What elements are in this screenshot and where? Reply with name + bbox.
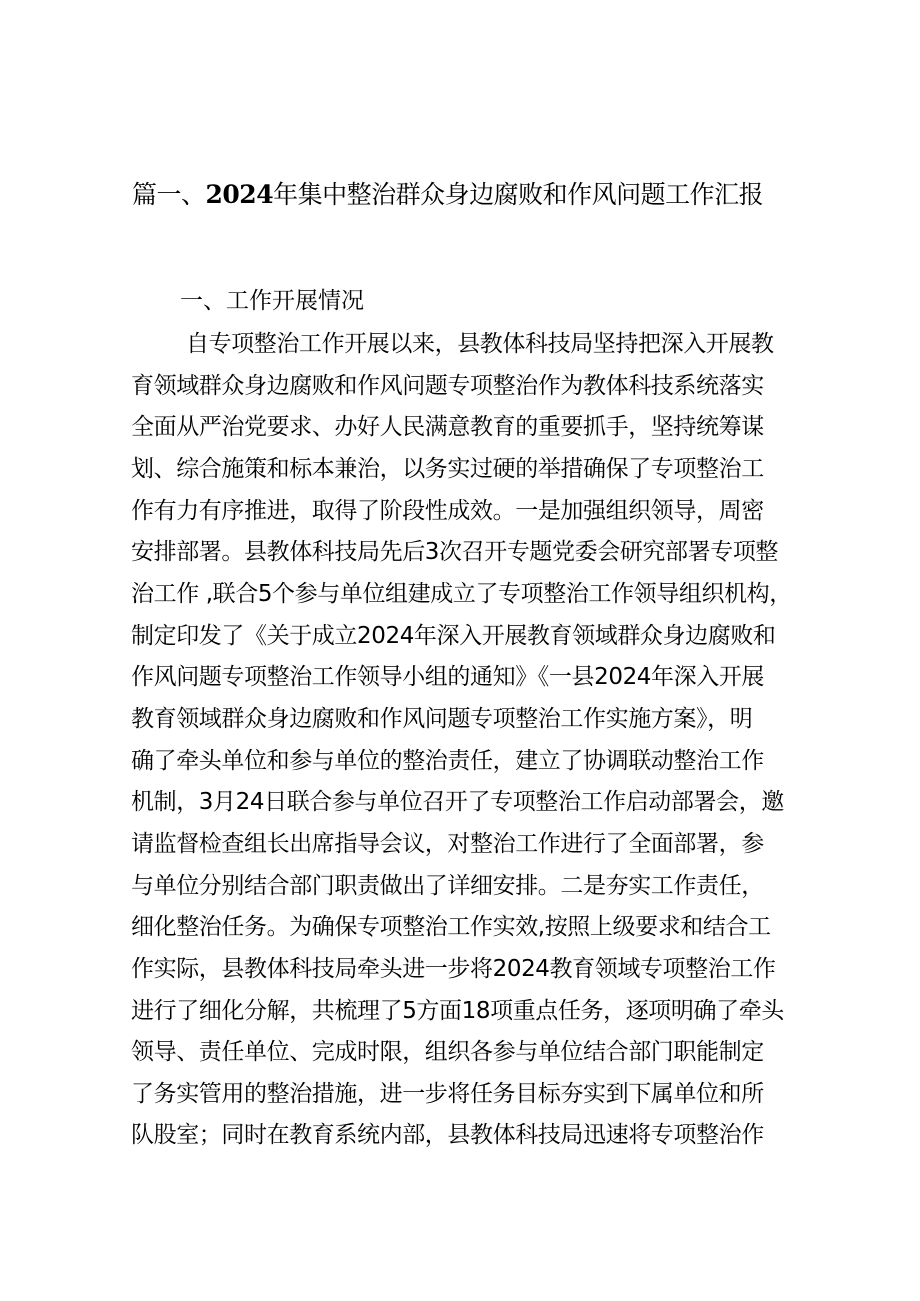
body-line: 育领域群众身边腐败和作风问题专项整治作为教体科技系统落实 xyxy=(131,372,764,399)
body-line: 作有力有序推进，取得了阶段性成效。一是加强组织领导，周密 xyxy=(131,497,764,524)
body-line: 全面从严治党要求、办好人民满意教育的重要抓手，坚持统筹谋 xyxy=(131,414,764,441)
document-title xyxy=(132,178,763,212)
section-heading: 一、工作开展情况 xyxy=(180,288,364,314)
body-line: 划、综合施策和标本兼治，以务实过硬的举措确保了专项整治工 xyxy=(131,455,764,482)
body-line: 作实际，县教体科技局牵头进一步将2024教育领域专项整治工作 xyxy=(131,955,776,982)
title-prefix: 篇一、 xyxy=(132,180,206,209)
body-line: 教育领域群众身边腐败和作风问题专项整治工作实施方案》，明 xyxy=(131,705,753,732)
body-line: 确了牵头单位和参与单位的整治责任，建立了协调联动整治工作 xyxy=(131,747,764,774)
body-line: 与单位分别结合部门职责做出了详细安排。二是夯实工作责任， xyxy=(131,872,764,899)
body-paragraph xyxy=(131,324,801,1157)
body-line: 治工作 ,联合5个参与单位组建成立了专项整治工作领导组织机构， xyxy=(131,580,792,607)
body-line: 机制，3月24日联合参与单位召开了专项整治工作启动部署会，邀 xyxy=(131,789,784,816)
body-line: 领导、责任单位、完成时限，组织各参与单位结合部门职能制定 xyxy=(131,1039,764,1066)
body-line: 进行了细化分解，共梳理了5方面18项重点任务，逐项明确了牵头 xyxy=(131,997,784,1024)
body-line: 细化整治任务。为确保专项整治工作实效,按照上级要求和结合工 xyxy=(131,914,771,941)
body-line: 作风问题专项整治工作领导小组的通知》《一县2024年深入开展 xyxy=(131,664,765,691)
body-line: 队股室；同时在教育系统内部，县教体科技局迅速将专项整治作 xyxy=(131,1122,764,1149)
body-line: 制定印发了《关于成立2024年深入开展教育领域群众身边腐败和 xyxy=(131,622,776,649)
title-year: 2024 xyxy=(205,180,274,209)
body-line: 自专项整治工作开展以来，县教体科技局坚持把深入开展教 xyxy=(186,331,774,357)
title-rest: 年集中整治群众身边腐败和作风问题工作汇报 xyxy=(273,180,764,209)
body-line: 请监督检查组长出席指导会议，对整治工作进行了全面部署，参 xyxy=(131,830,764,857)
body-line: 安排部署。县教体科技局先后3次召开专题党委会研究部署专项整 xyxy=(131,539,779,566)
body-line: 了务实管用的整治措施，进一步将任务目标夯实到下属单位和所 xyxy=(131,1080,764,1107)
